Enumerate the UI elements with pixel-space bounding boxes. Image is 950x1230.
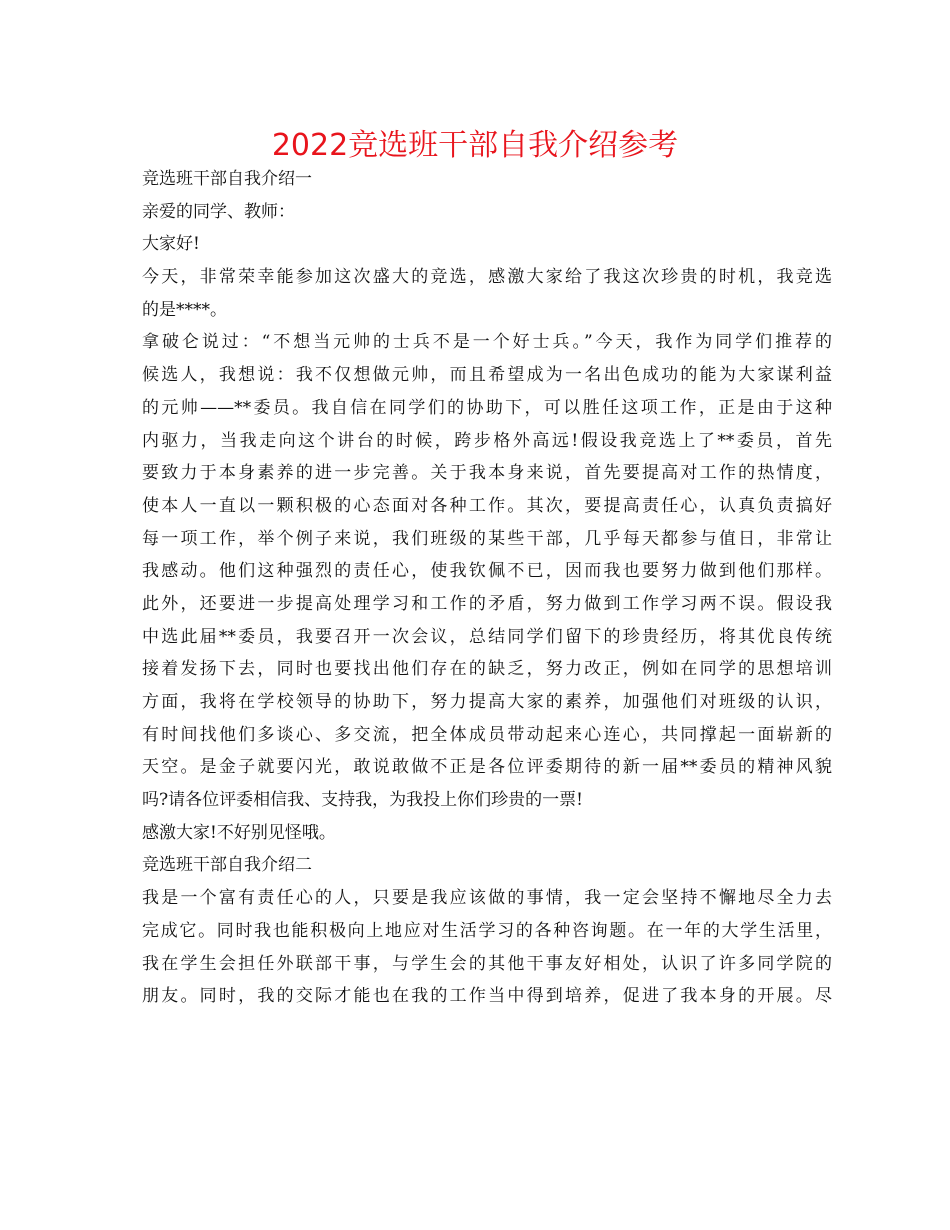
paragraph-line: 接着发扬下去，同时也要找出他们存在的缺乏，努力改正，例如在同学的思想培训 [142,659,832,680]
paragraph-line: 我是一个富有责任心的人，只要是我应该做的事情，我一定会坚持不懈地尽全力去 [142,888,832,909]
salutation: 亲爱的同学、教师： [142,201,295,222]
paragraph-line: 使本人一直以一颗积极的心态面对各种工作。其次，要提高责任心，认真负责搞好 [142,495,832,516]
document-title: 2022竞选班干部自我介绍参考 [271,128,679,163]
paragraph-line: 我在学生会担任外联部干事，与学生会的其他干事友好相处，认识了许多同学院的 [142,953,832,974]
paragraph-line: 的是****。 [142,299,227,320]
greeting: 大家好! [142,234,200,255]
paragraph-line: 每一项工作，举个例子来说，我们班级的某些干部，几乎每天都参与值日，非常让 [142,528,832,549]
paragraph-line: 方面，我将在学校领导的协助下，努力提高大家的素养，加强他们对班级的认识， [142,692,832,712]
paragraph-line: 有时间找他们多谈心、多交流，把全体成员带动起来心连心，共同撑起一面崭新的 [142,724,832,745]
paragraph-line: 天空。是金子就要闪光，敢说敢做不正是各位评委期待的新一届**委员的精神风貌 [142,757,832,778]
section-heading-one: 竞选班干部自我介绍一 [142,169,312,189]
closing-line: 感激大家!不好别见怪哦。 [142,822,336,843]
paragraph-line: 拿破仑说过：“不想当元帅的士兵不是一个好士兵。”今天，我作为同学们推荐的 [142,332,832,353]
paragraph-line: 候选人，我想说：我不仅想做元帅，而且希望成为一名出色成功的能为大家谋利益 [142,365,832,386]
paragraph-line: 我感动。他们这种强烈的责任心，使我钦佩不已，因而我也要努力做到他们那样。 [142,561,832,582]
paragraph-line: 内驱力，当我走向这个讲台的时候，跨步格外高远!假设我竞选上了**委员，首先 [142,430,832,451]
paragraph-line: 此外，还要进一步提高处理学习和工作的矛盾，努力做到工作学习两不误。假设我 [142,593,832,614]
document-body [142,163,832,1013]
paragraph-line: 中选此届**委员，我要召开一次会议，总结同学们留下的珍贵经历，将其优良传统 [142,626,832,647]
paragraph-line: 朋友。同时，我的交际才能也在我的工作当中得到培养，促进了我本身的开展。尽 [142,986,832,1007]
section-heading-two: 竞选班干部自我介绍二 [142,855,312,876]
paragraph-line: 要致力于本身素养的进一步完善。关于我本身来说，首先要提高对工作的热情度， [142,463,832,484]
paragraph-line: 今天，非常荣幸能参加这次盛大的竞选，感激大家给了我这次珍贵的时机，我竞选 [142,267,832,288]
paragraph-line: 吗?请各位评委相信我、支持我，为我投上你们珍贵的一票! [142,790,583,811]
paragraph-line: 完成它。同时我也能积极向上地应对生活学习的各种咨询题。在一年的大学生活里， [142,920,832,941]
paragraph-line: 的元帅——**委员。我自信在同学们的协助下，可以胜任这项工作，正是由于这种 [142,397,832,418]
